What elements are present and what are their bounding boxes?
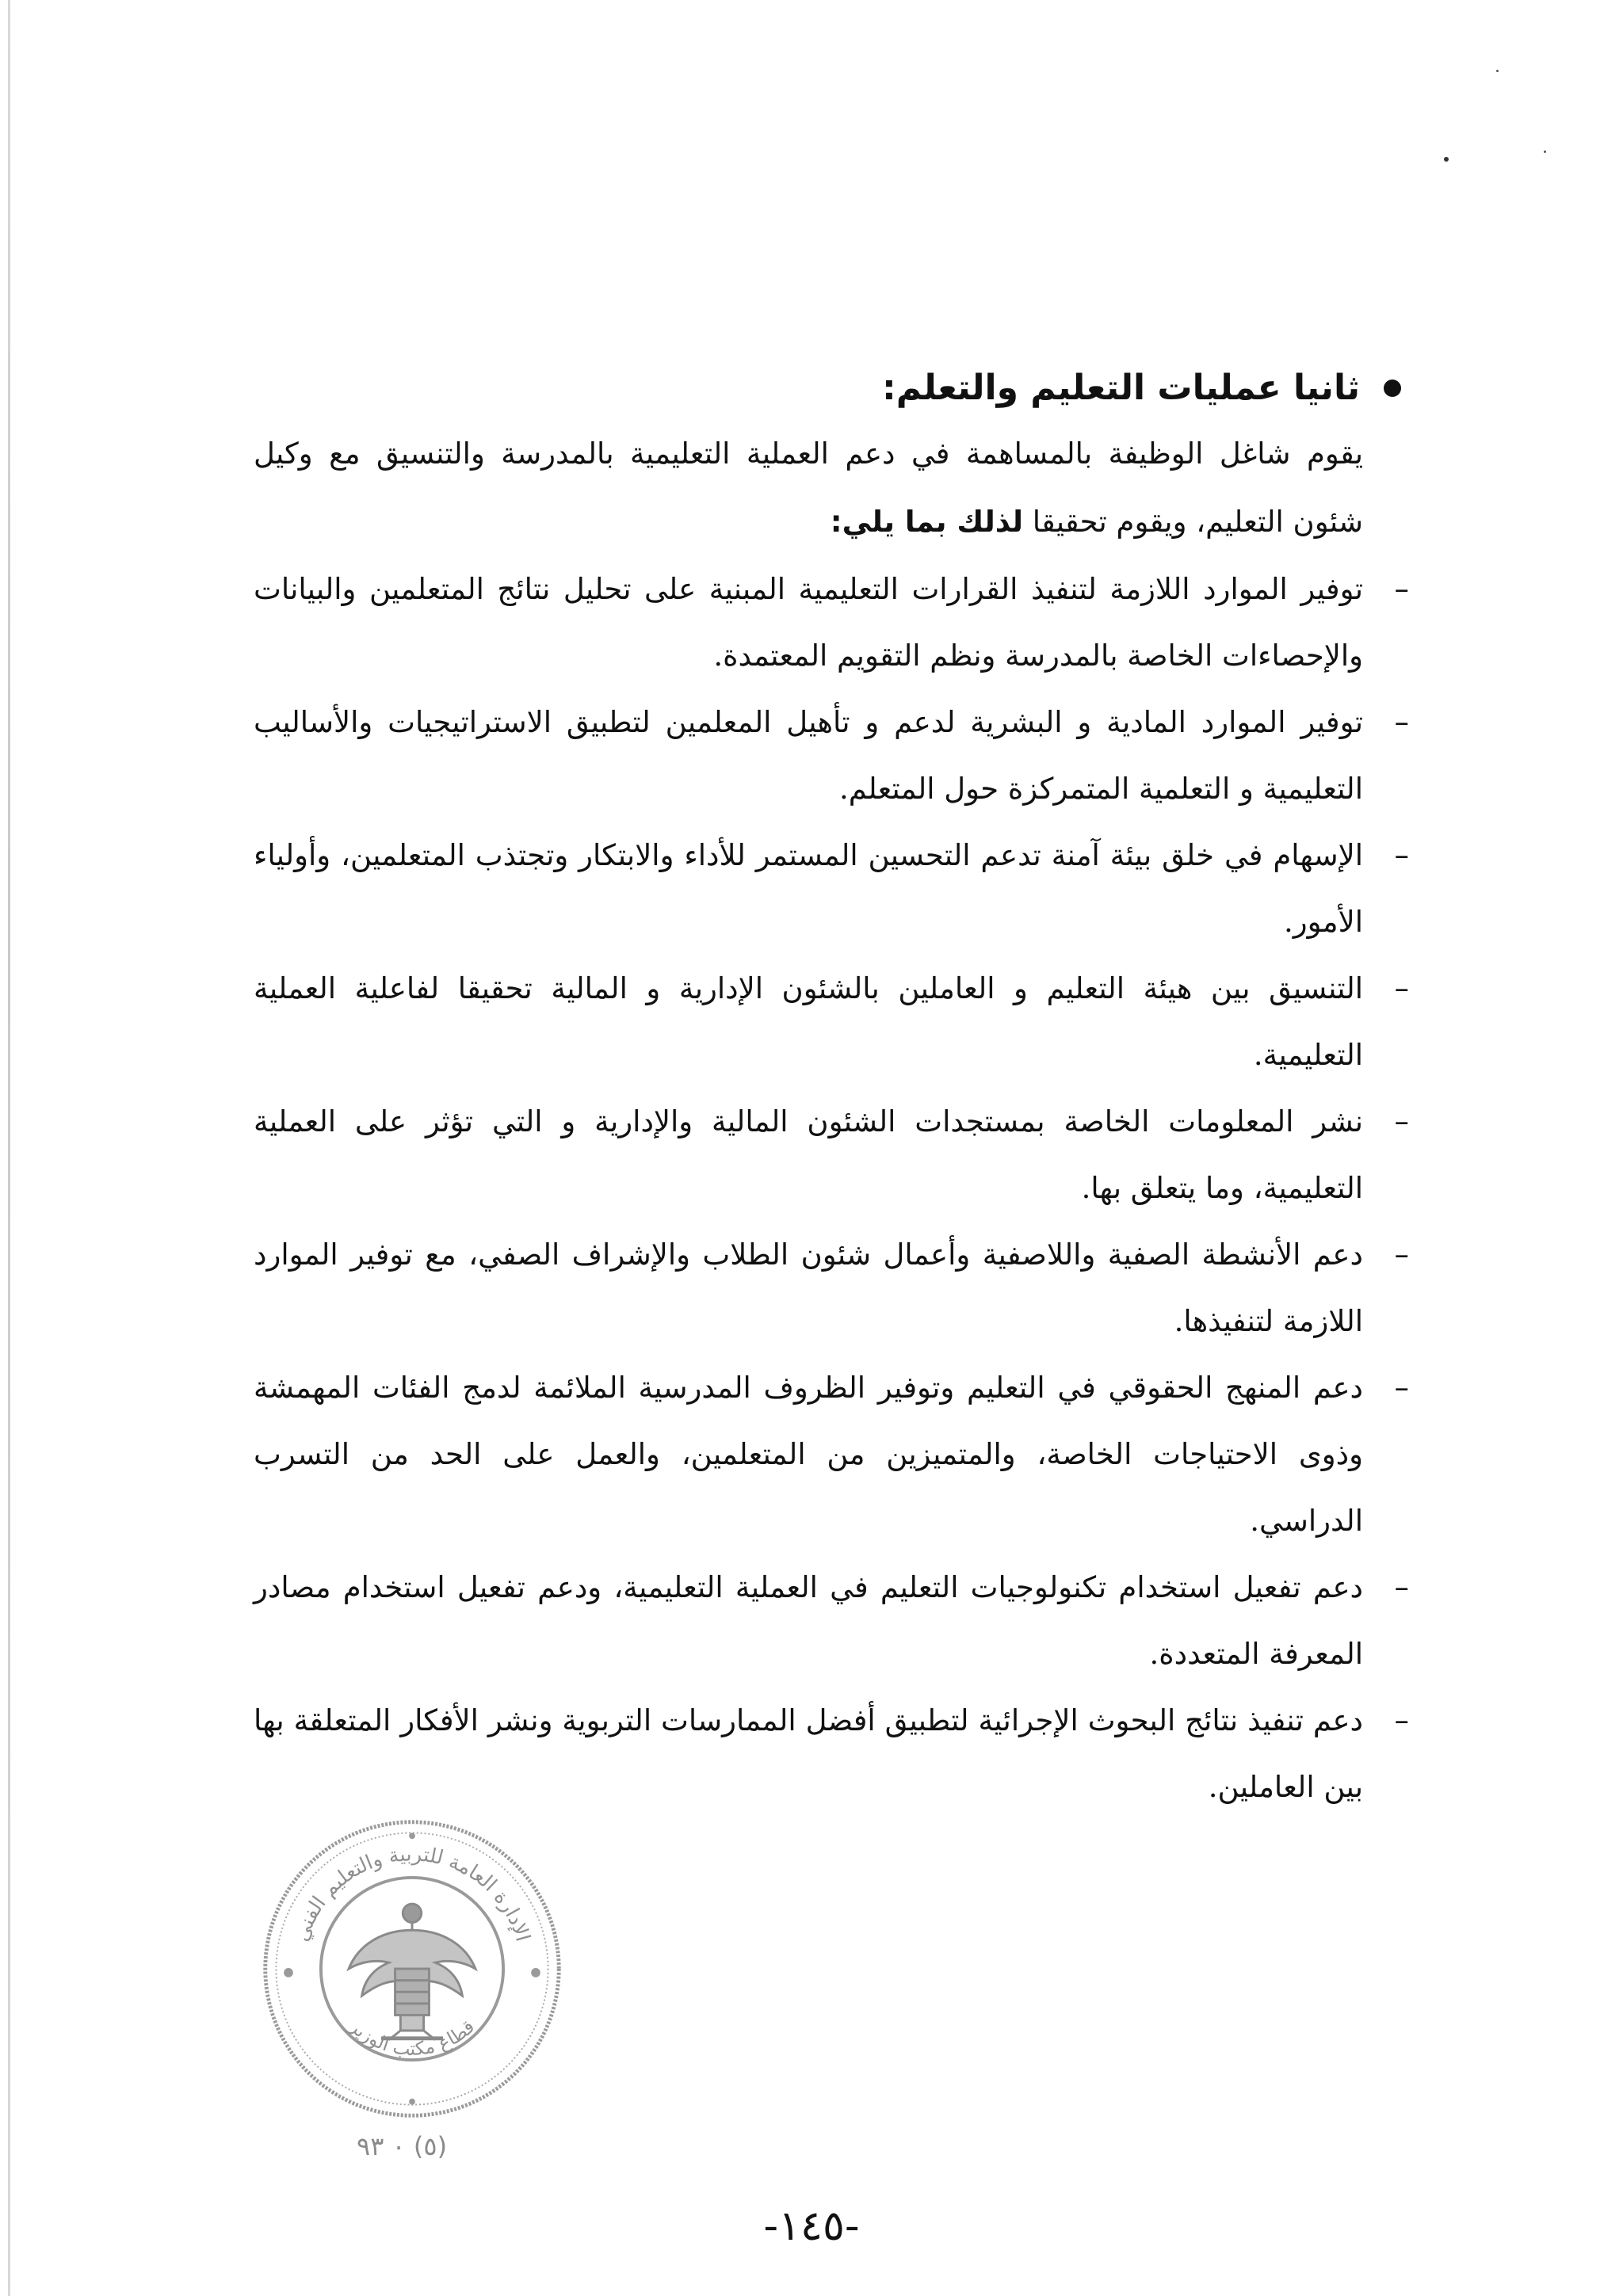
dash-marker: – (1394, 705, 1409, 739)
list-item (254, 1688, 1409, 1821)
list-item-text: دعم الأنشطة الصفية واللاصفية وأعمال شئون الطلاب والإشراف الصفي، مع توفير الموارد اللازمة لتنفيذها. (254, 1238, 1363, 1338)
list-item-text: دعم تنفيذ نتائج البحوث الإجرائية لتطبيق أفضل الممارسات التربوية ونشر الأفكار المتعلقة بها بين العاملين. (254, 1703, 1363, 1804)
requirements-list (254, 556, 1409, 1821)
page-number: -١٤٥- (763, 2203, 860, 2250)
list-item (254, 955, 1409, 1089)
dash-marker: – (1394, 1703, 1409, 1737)
list-item-text: دعم المنهج الحقوقي في التعليم وتوفير الظروف المدرسية الملائمة لدمج الفئات المهمشة وذوى الاحتياجات الخاصة، والمتميزين من المتعلمين، والعمل على الحد من التسرب الدراسي. (254, 1371, 1363, 1538)
list-item (254, 689, 1409, 822)
scan-speck (1544, 151, 1546, 153)
section-heading (254, 357, 1401, 420)
document-body (254, 357, 1409, 1821)
handwritten-note: (٥) ٠ ٩٣ (357, 2131, 448, 2161)
dash-marker: – (1394, 838, 1409, 872)
scan-edge (8, 0, 10, 2296)
scan-speck (1496, 70, 1499, 72)
list-item-text: الإسهام في خلق بيئة آمنة تدعم التحسين المستمر للأداء والابتكار وتجتذب المتعلمين، وأولياء الأمور. (254, 838, 1363, 939)
list-item-text: دعم تفعيل استخدام تكنولوجيات التعليم في العملية التعليمية، ودعم تفعيل استخدام مصادر المعرفة المتعددة. (254, 1570, 1363, 1671)
list-item-text: توفير الموارد المادية و البشرية لدعم و تأهيل المعلمين لتطبيق الاستراتيجيات والأساليب التعليمية و التعلمية المتمركزة حول المتعلم. (254, 705, 1363, 806)
eagle-emblem-icon (349, 1904, 475, 2040)
seal-bottom-text-path: قطاع مكتب الوزير (345, 2015, 479, 2061)
section-intro (254, 420, 1363, 556)
dash-marker: – (1394, 1371, 1409, 1405)
section-heading-text: ثانيا عمليات التعليم والتعلم: (882, 368, 1360, 408)
dash-marker: – (1394, 1104, 1409, 1138)
list-item (254, 1554, 1409, 1688)
official-seal (258, 1814, 567, 2123)
bullet-dot-icon (1384, 379, 1401, 397)
list-item (254, 556, 1409, 689)
list-item (254, 1222, 1409, 1355)
list-item-text: توفير الموارد اللازمة لتنفيذ القرارات التعليمية المبنية على تحليل نتائج المتعلمين والبيانات والإحصاءات الخاصة بالمدرسة ونظم التقويم المعتمدة. (254, 572, 1363, 673)
seal-outer-text-path: الإدارة العامة للتربية والتعليم الفني (288, 1841, 536, 1944)
list-item (254, 822, 1409, 955)
dash-marker: – (1394, 572, 1409, 606)
list-item (254, 1089, 1409, 1222)
section-intro-text: يقوم شاغل الوظيفة بالمساهمة في دعم العملية التعليمية بالمدرسة والتنسيق مع وكيل شئون التعليم، ويقوم تحقيقا (254, 437, 1363, 539)
dash-marker: – (1394, 1570, 1409, 1604)
list-item-text: التنسيق بين هيئة التعليم و العاملين بالشئون الإدارية و المالية تحقيقا لفاعلية العملية التعليمية. (254, 971, 1363, 1072)
list-item-text: نشر المعلومات الخاصة بمستجدات الشئون المالية والإدارية و التي تؤثر على العملية التعليمية، وما يتعلق بها. (254, 1104, 1363, 1205)
dash-marker: – (1394, 1238, 1409, 1272)
dash-marker: – (1394, 971, 1409, 1005)
section-intro-bold: لذلك بما يلي: (830, 505, 1023, 539)
list-item (254, 1355, 1409, 1554)
scan-speck (1444, 157, 1449, 162)
